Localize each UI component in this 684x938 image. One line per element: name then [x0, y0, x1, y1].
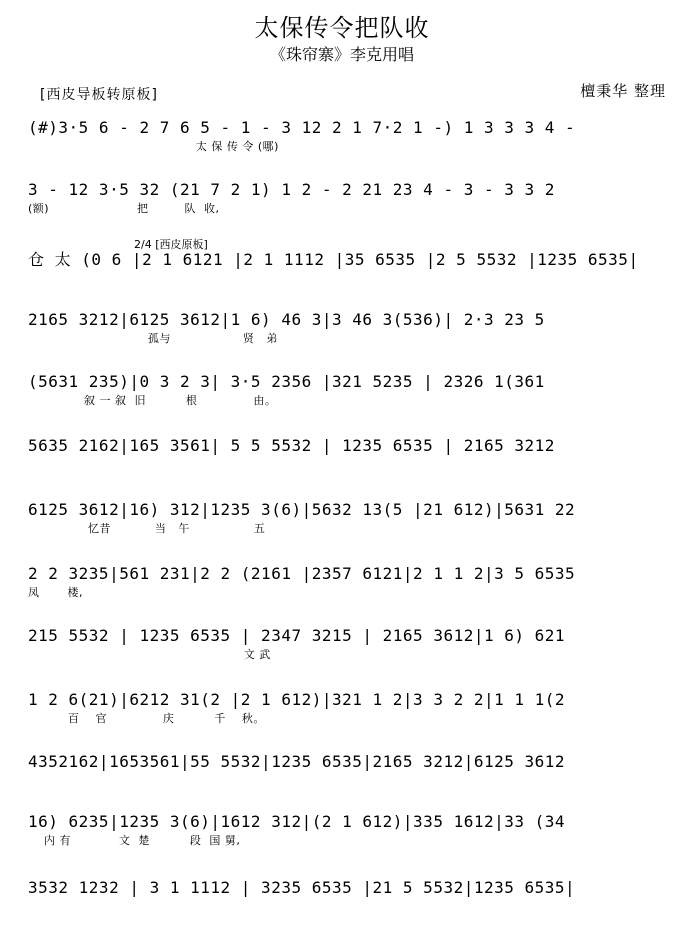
score-line — [28, 626, 668, 686]
score-line — [28, 500, 668, 560]
score-line — [28, 812, 668, 872]
score-lyrics: 忆昔 当 午 五 — [28, 522, 266, 535]
score-line — [28, 372, 668, 432]
score-line — [28, 118, 668, 178]
page-title: 太保传令把队收 — [254, 14, 430, 42]
score-line — [28, 752, 668, 812]
score-lyrics: 内 有 文 楚 段 国 舅, — [28, 834, 241, 847]
score-lyrics: 太 保 传 令 (哪) — [28, 140, 279, 153]
score-notes: 仓 太 (0 6 |2 1 6121 |2 1 1112 |35 6535 |2 5 5532 |1235 6535| — [28, 250, 639, 269]
score-notes: 16) 6235|1235 3(6)|1612 312|(2 1 612)|335 1612|33 (34 — [28, 812, 566, 831]
score-notes: 6125 3612|16) 312|1235 3(6)|5632 13(5 |21 612)|5631 22 — [28, 500, 576, 519]
score-notes: (5631 235)|0 3 2 3| 3·5 2356 |321 5235 | 2326 1(361 — [28, 372, 545, 391]
score-lyrics: 叙 一 叙 旧 根 由。 — [28, 394, 277, 407]
score-line — [28, 564, 668, 624]
score-lyrics: 文 武 — [28, 648, 271, 661]
score-lyrics: (额) 把 队 收, — [28, 202, 220, 215]
score-notes: (#)3·5 6 - 2 7 6 5 - 1 - 3 12 2 1 7·2 1 -) 1 3 3 3 4 - — [28, 118, 576, 137]
score-notes: 5635 2162|165 3561| 5 5 5532 | 1235 6535 | 2165 3212 — [28, 436, 555, 455]
score-notes: 3532 1232 | 3 1 1112 | 3235 6535 |21 5 5532|1235 6535| — [28, 878, 576, 897]
score-notes: 3 - 12 3·5 32 (21 7 2 1) 1 2 - 2 21 23 4 - 3 - 3 3 2 — [28, 180, 555, 199]
score-notes: 215 5532 | 1235 6535 | 2347 3215 | 2165 3612|1 6) 621 — [28, 626, 566, 645]
score-lyrics: 孤与 贤 弟 — [28, 332, 278, 345]
score-lyrics: 凤 楼, — [28, 586, 83, 599]
score-line — [28, 690, 668, 750]
score-line — [28, 878, 668, 938]
score-notes: 2 2 3235|561 231|2 2 (2161 |2357 6121|2 1 1 2|3 5 6535 — [28, 564, 576, 583]
score-line — [28, 310, 668, 370]
rhythm-tag: 2/4 [西皮原板] — [134, 238, 208, 251]
mode-label: [西皮导板转原板] — [40, 87, 158, 103]
score-line — [28, 436, 668, 496]
score-line — [28, 180, 668, 240]
score-line — [28, 238, 668, 310]
arranger-label: 檀秉华 整理 — [580, 82, 666, 100]
score-notes: 1 2 6(21)|6212 31(2 |2 1 612)|321 1 2|3 3 2 2|1 1 1(2 — [28, 690, 566, 709]
score-lyrics: 百 官 庆 千 秋。 — [28, 712, 265, 725]
page-subtitle: 《珠帘寨》李克用唱 — [269, 45, 414, 64]
score-notes: 2165 3212|6125 3612|1 6) 46 3|3 46 3(536)| 2·3 23 5 — [28, 310, 545, 329]
score-notes: 4352162|1653561|55 5532|1235 6535|2165 3212|6125 3612 — [28, 752, 566, 771]
